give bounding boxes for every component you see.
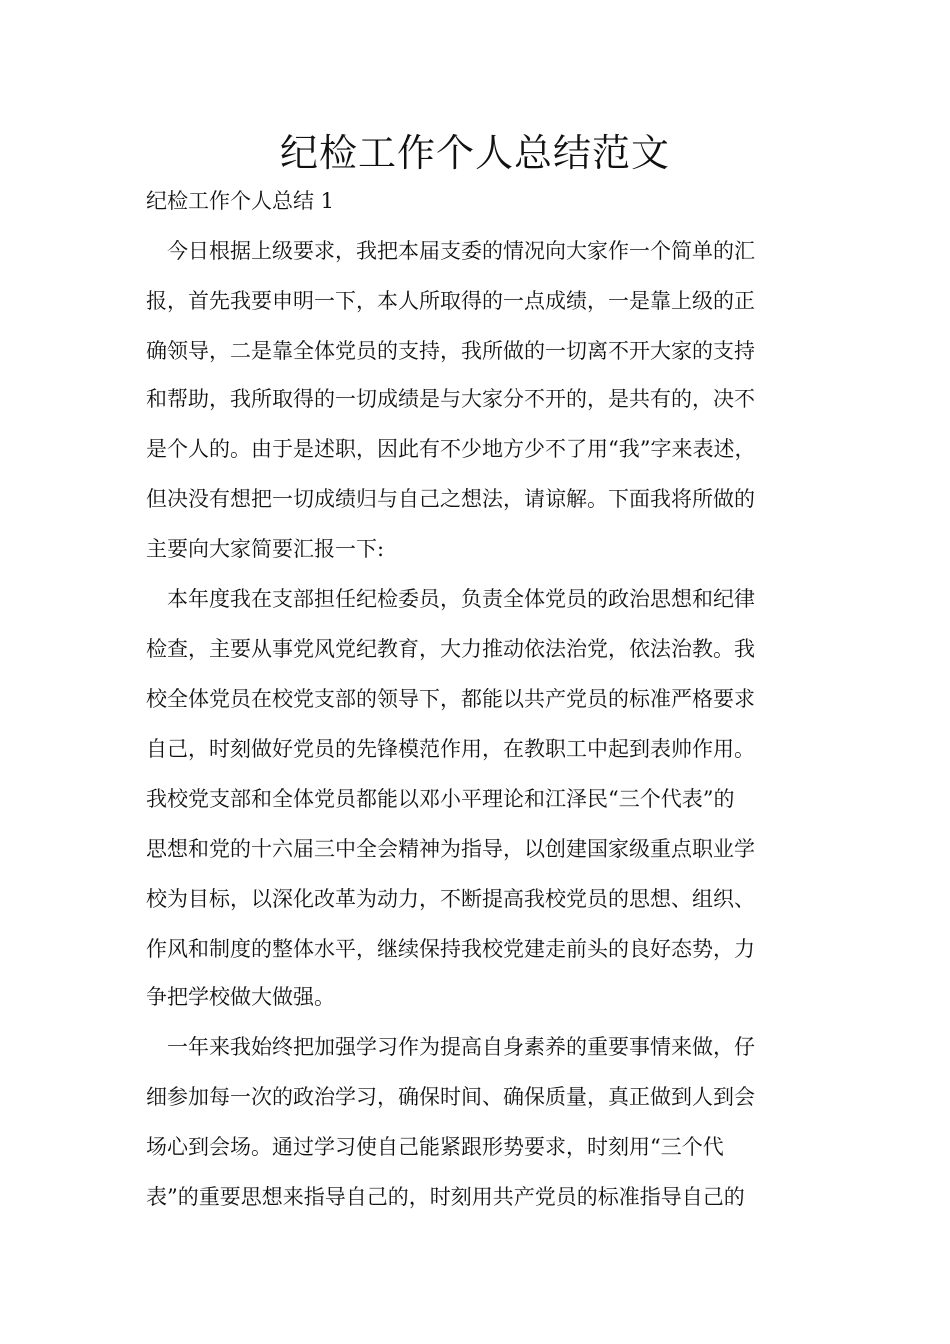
document-title: 纪检工作个人总结范文 xyxy=(279,131,670,175)
body-line: 主要向大家简要汇报一下: xyxy=(146,537,385,561)
body-line: 表”的重要思想来指导自己的，时刻用共产党员的标准指导自己的 xyxy=(146,1185,745,1209)
body-line: 是个人的。由于是述职，因此有不少地方少不了用“我”字来表述， xyxy=(146,437,756,461)
body-line: 一年来我始终把加强学习作为提高自身素养的重要事情来做，仔 xyxy=(146,1035,755,1059)
body-line: 但决没有想把一切成绩归与自己之想法，请谅解。下面我将所做的 xyxy=(146,487,755,511)
body-line: 作风和制度的整体水平，继续保持我校党建走前头的良好态势，力 xyxy=(146,937,755,961)
body-line: 校全体党员在校党支部的领导下，都能以共产党员的标准严格要求 xyxy=(146,687,755,711)
body-line: 检查，主要从事党风党纪教育，大力推动依法治党，依法治教。我 xyxy=(146,637,755,661)
body-line: 本年度我在支部担任纪检委员，负责全体党员的政治思想和纪律 xyxy=(146,587,755,611)
body-line: 报，首先我要申明一下，本人所取得的一点成绩，一是靠上级的正 xyxy=(146,289,755,313)
body-line: 校为目标，以深化改革为动力，不断提高我校党员的思想、组织、 xyxy=(146,887,755,911)
body-line: 今日根据上级要求，我把本届支委的情况向大家作一个简单的汇 xyxy=(146,239,755,263)
body-line: 自己，时刻做好党员的先锋模范作用，在教职工中起到表帅作用。 xyxy=(146,737,755,761)
body-line: 细参加每一次的政治学习，确保时间、确保质量，真正做到人到会 xyxy=(146,1085,755,1109)
body-line: 思想和党的十六届三中全会精神为指导，以创建国家级重点职业学 xyxy=(146,837,755,861)
body-line: 场心到会场。通过学习使自己能紧跟形势要求，时刻用“三个代 xyxy=(146,1135,724,1159)
body-line: 争把学校做大做强。 xyxy=(146,985,335,1009)
section-heading: 纪检工作个人总结 1 xyxy=(146,189,335,213)
body-line: 确领导，二是靠全体党员的支持，我所做的一切离不开大家的支持 xyxy=(146,339,755,363)
body-line: 和帮助，我所取得的一切成绩是与大家分不开的，是共有的，决不 xyxy=(146,387,755,411)
body-line: 我校党支部和全体党员都能以邓小平理论和江泽民“三个代表”的 xyxy=(146,787,735,811)
